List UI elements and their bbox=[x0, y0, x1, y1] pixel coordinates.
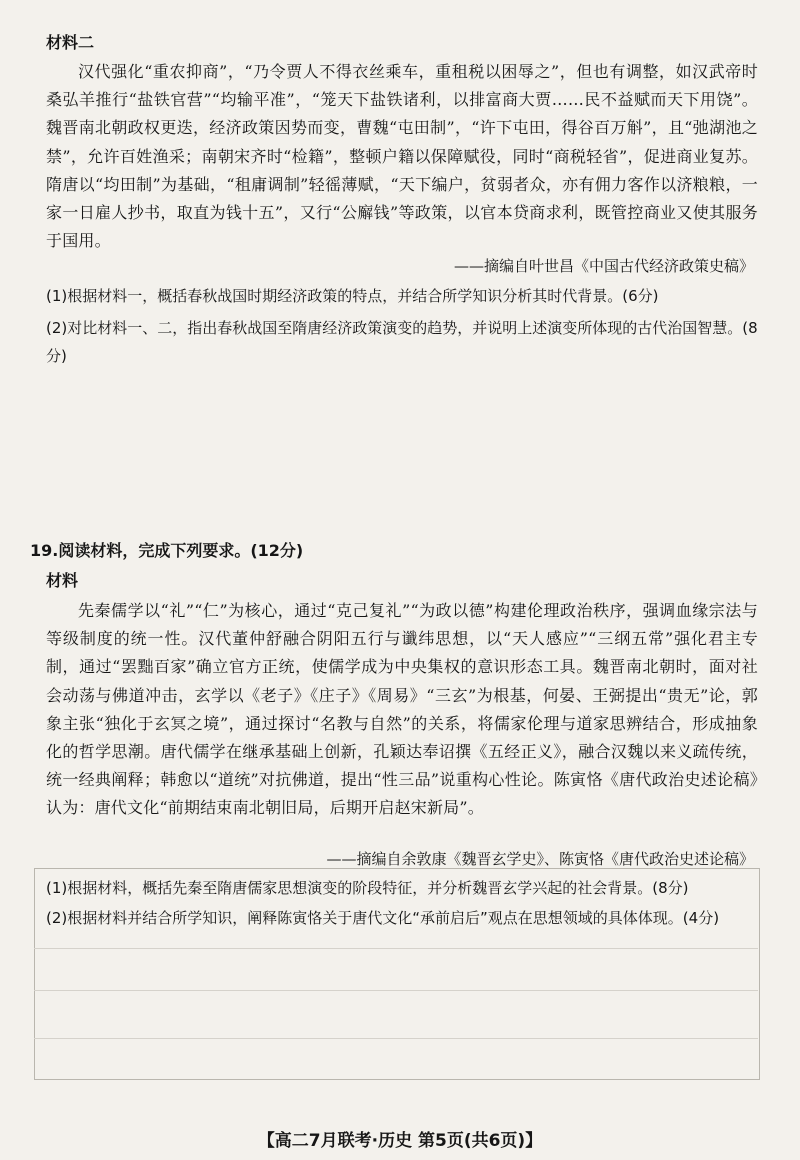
q19-material-paragraph: 先秦儒学以“礼”“仁”为核心，通过“克己复礼”“为政以德”构建伦理政治秩序，强调血缘宗法与等级制度的统一性。汉代董仲舒融合阴阳五行与谶纬思想，以“天人感应”“三纲五常”强化君主专制，通过“罢黜百家”确立官方正统，使儒学成为中央集权的意识形态工具。魏晋南北朝时，面对社会动荡与佛道冲击，玄学以《老子》《庄子》《周易》“三玄”为根基，何晏、王弼提出“贵无”论，郭象主张“独化于玄冥之境”，通过探讨“名教与自然”的关系，将儒家伦理与道家思辨结合，形成抽象化的哲学思潮。唐代儒学在继承基础上创新，孔颖达奉诏撰《五经正义》，融合汉魏以来义疏传统，统一经典阐释；韩愈以“道统”对抗佛道，提出“性三品”说重构心性论。陈寅恪《唐代政治史述论稿》认为：唐代文化“前期结束南北朝旧局，后期开启赵宋新局”。 bbox=[46, 601, 758, 818]
q19-sub-question-1: (1)根据材料，概括先秦至隋唐儒家思想演变的阶段特征，并分析魏晋玄学兴起的社会背景。(8分) bbox=[46, 879, 689, 897]
q19-material-heading: 材料 bbox=[46, 571, 79, 590]
q18-sub-question-2: (2)对比材料一、二，指出春秋战国至隋唐经济政策演变的趋势，并说明上述演变所体现的古代治国智慧。(8分) bbox=[46, 319, 758, 365]
q19-sub-question-2: (2)根据材料并结合所学知识，阐释陈寅恪关于唐代文化“承前启后”观点在思想领域的具体体现。(4分) bbox=[46, 909, 720, 927]
q19-title: 19.阅读材料，完成下列要求。(12分) bbox=[30, 541, 304, 560]
material-2-heading: 材料二 bbox=[46, 33, 95, 52]
q18-sub-question-1: (1)根据材料一，概括春秋战国时期经济政策的特点，并结合所学知识分析其时代背景。(6分) bbox=[46, 287, 659, 305]
material-2-source: ——摘编自叶世昌《中国古代经济政策史稿》 bbox=[453, 257, 754, 275]
q19-source: ——摘编自余敦康《魏晋玄学史》、陈寅恪《唐代政治史述论稿》 bbox=[326, 850, 754, 868]
material-2-paragraph: 汉代强化“重农抑商”，“乃令贾人不得衣丝乘车，重租税以困辱之”，但也有调整，如汉武帝时桑弘羊推行“盐铁官营”“均输平准”，“笼天下盐铁诸利，以排富商大贾……民不益赋而天下用饶”。魏晋南北朝政权更迭，经济政策因势而变，曹魏“屯田制”，“许下屯田，得谷百万斛”，且“弛湖池之禁”，允许百姓渔采；南朝宋齐时“检籍”，整顿户籍以保障赋役，同时“商税轻省”，促进商业复苏。隋唐以“均田制”为基础，“租庸调制”轻徭薄赋，“天下编户，贫弱者众，亦有佣力客作以济粮粮，一家一日雇人抄书，取直为钱十五”，又行“公廨钱”等政策，以官本贷商求利，既管控商业又使其服务于国用。 bbox=[46, 62, 758, 251]
faint-table-row-line bbox=[34, 948, 758, 949]
page-footer: 【高二7月联考·历史 第5页(共6页)】 bbox=[257, 1131, 543, 1151]
faint-table-row-line bbox=[34, 1038, 758, 1039]
faint-table-row-line bbox=[34, 990, 758, 991]
